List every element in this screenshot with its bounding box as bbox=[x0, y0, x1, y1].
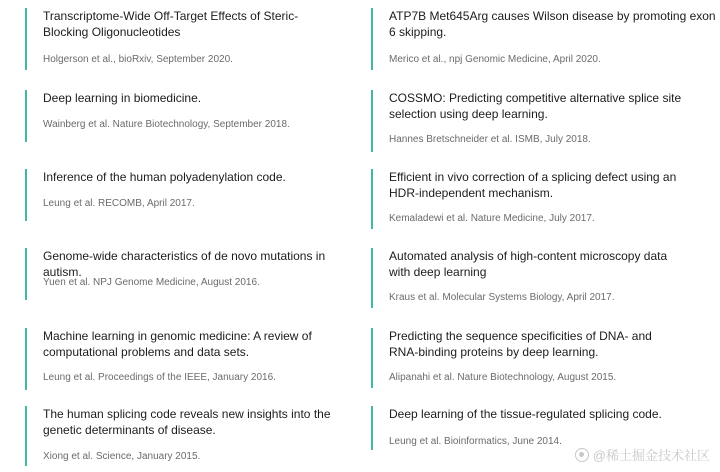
publication-title-link[interactable]: Genome-wide characteristics of de novo mutations in autism. bbox=[43, 249, 326, 279]
publication-title-link[interactable]: Inference of the human polyadenylation code. bbox=[43, 170, 286, 184]
publication-card bbox=[371, 406, 711, 450]
publication-meta: Yuen et al. NPJ Genome Medicine, August 2016. bbox=[43, 277, 260, 288]
publication-meta: Wainberg et al. Nature Biotechnology, September 2018. bbox=[43, 119, 290, 130]
publication-title-link[interactable]: Efficient in vivo correction of a splicing defect using an HDR-independent mechanism. bbox=[389, 170, 677, 200]
publication-meta: Holgerson et al., bioRxiv, September 2020. bbox=[43, 54, 233, 65]
watermark-text: @稀土掘金技术社区 bbox=[592, 448, 710, 463]
juejin-logo-icon bbox=[575, 448, 589, 462]
publication-title-link[interactable]: Deep learning in biomedicine. bbox=[43, 91, 202, 105]
publication-card bbox=[25, 406, 345, 466]
publication-meta: Leung et al. Bioinformatics, June 2014. bbox=[389, 436, 562, 447]
publication-card bbox=[25, 328, 345, 390]
publication-card bbox=[25, 90, 345, 142]
publication-card bbox=[371, 90, 711, 152]
publication-title-link[interactable]: Machine learning in genomic medicine: A review of computational problems and data sets. bbox=[43, 329, 312, 359]
publication-card bbox=[25, 169, 345, 221]
publication-title-link[interactable]: ATP7B Met645Arg causes Wilson disease by promoting exon 6 skipping. bbox=[389, 9, 716, 39]
watermark bbox=[575, 445, 710, 464]
publication-meta: Merico et al., npj Genomic Medicine, April 2020. bbox=[389, 54, 601, 65]
publication-card bbox=[371, 8, 716, 70]
publication-meta: Kraus et al. Molecular Systems Biology, April 2017. bbox=[389, 292, 615, 303]
publication-card bbox=[371, 248, 711, 308]
publication-meta: Alipanahi et al. Nature Biotechnology, August 2015. bbox=[389, 372, 617, 383]
publication-card bbox=[25, 8, 345, 70]
publication-title-link[interactable]: Transcriptome-Wide Off-Target Effects of Steric-Blocking Oligonucleotides bbox=[43, 9, 299, 39]
publication-title-link[interactable]: The human splicing code reveals new insights into the genetic determinants of disease. bbox=[43, 407, 331, 437]
publication-title-link[interactable]: Predicting the sequence specificities of DNA- and RNA-binding proteins by deep learning. bbox=[389, 329, 652, 359]
publication-card bbox=[25, 248, 355, 300]
publication-card bbox=[371, 328, 711, 388]
publication-card bbox=[371, 169, 711, 229]
publication-meta: Hannes Bretschneider et al. ISMB, July 2018. bbox=[389, 134, 591, 145]
publication-meta: Kemaladewi et al. Nature Medicine, July 2017. bbox=[389, 213, 595, 224]
publication-meta: Xiong et al. Science, January 2015. bbox=[43, 451, 201, 462]
publication-meta: Leung et al. RECOMB, April 2017. bbox=[43, 198, 195, 209]
publication-title-link[interactable]: COSSMO: Predicting competitive alternative splice site selection using deep learning. bbox=[389, 91, 682, 121]
publication-title-link[interactable]: Deep learning of the tissue-regulated splicing code. bbox=[389, 407, 662, 421]
publication-title-link[interactable]: Automated analysis of high-content microscopy data with deep learning bbox=[389, 249, 668, 279]
publication-meta: Leung et al. Proceedings of the IEEE, January 2016. bbox=[43, 372, 276, 383]
